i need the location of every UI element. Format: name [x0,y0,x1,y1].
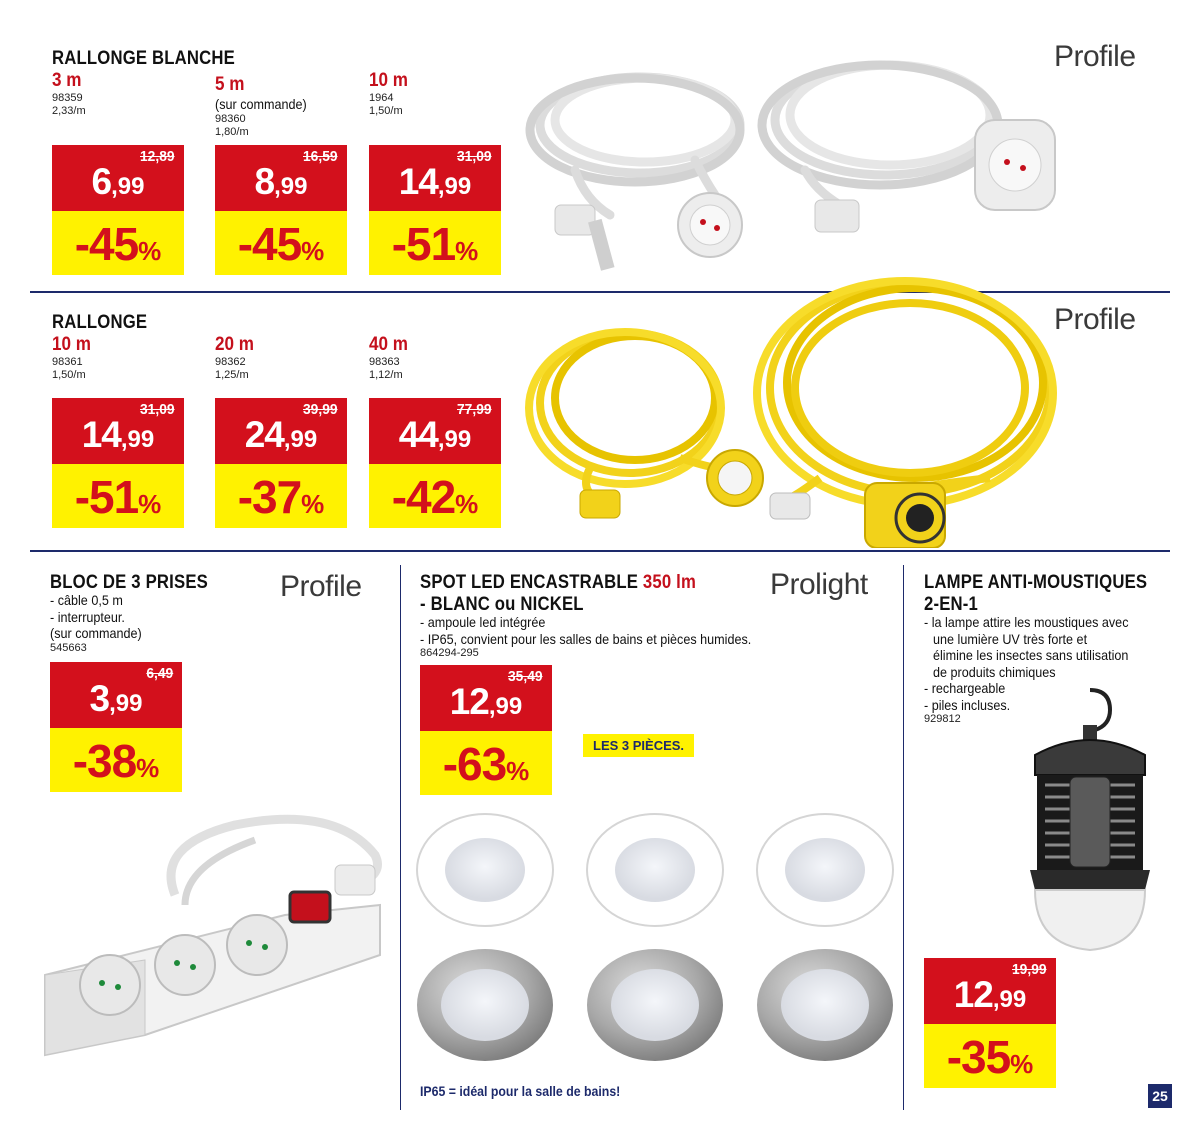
variant-20m [215,334,258,382]
variant-length: 10 m [369,70,408,91]
brand-logo: Profile [1054,303,1136,336]
product-ref: 929812 [924,713,961,725]
variant-length: 40 m [369,334,408,355]
discount: -37 [237,471,302,523]
spot-lights-image [410,810,900,1080]
percent-sign: % [138,489,162,519]
price-integer: 24 [244,414,284,455]
price-decimal: ,99 [120,426,155,453]
variant-unit-price: 1,12/m [369,369,403,381]
variant-length: 5 m [215,74,245,95]
price-decimal: ,99 [992,986,1027,1013]
variant-length: 20 m [215,334,254,355]
price-integer: 8 [254,161,275,202]
price-box [215,398,347,528]
variant-10m [369,70,412,118]
old-price: 19,99 [1012,961,1047,978]
price-integer: 14 [398,161,438,202]
desc-line: de produits chimiques [933,663,1056,680]
section5-title: LAMPE ANTI-MOUSTIQUES [924,572,1148,593]
discount: -38 [72,735,137,787]
variant-5m [215,74,317,139]
section4-title [420,572,696,594]
desc-line: - IP65, convient pour les salles de bains et pièces humides. [420,630,752,647]
variant-length: 3 m [52,70,82,91]
product-ref: 864294-295 [420,647,479,659]
discount: -35 [946,1031,1011,1083]
price-decimal: ,99 [283,426,318,453]
variant-ref: 1964 [369,92,394,104]
discount: -42 [391,471,456,523]
old-price: 31,09 [457,148,492,165]
section4-description [420,614,788,660]
section-divider [30,550,1170,552]
price-box [52,145,184,275]
column-divider [400,565,401,1110]
brand-logo: Profile [280,570,362,603]
price-integer: 12 [953,974,993,1015]
variant-unit-price: 1,25/m [215,369,249,381]
variant-ref: 98362 [215,356,246,368]
variant-unit-price: 1,50/m [52,369,86,381]
section1-title: RALLONGE BLANCHE [52,48,236,69]
variant-3m [52,70,86,118]
old-price: 16,59 [303,148,338,165]
price-box [924,958,1056,1088]
old-price: 35,49 [508,668,543,685]
price-integer: 3 [89,678,110,719]
price-decimal: ,99 [274,173,308,200]
old-price: 39,99 [303,401,338,418]
variant-ref: 98359 [52,92,83,104]
desc-line: - interrupteur. [50,608,125,625]
price-box [420,665,552,795]
variant-length: 10 m [52,334,91,355]
price-decimal: ,99 [437,426,472,453]
price-integer: 14 [81,414,121,455]
desc-line: - câble 0,5 m [50,592,123,608]
old-price: 31,09 [140,401,175,418]
section4-title-line2: - BLANC ou NICKEL [420,594,584,615]
percent-sign: % [1010,1049,1034,1079]
desc-line: - la lampe attire les moustiques avec [924,614,1129,630]
desc-line: élimine les insectes sans utilisation [933,647,1129,663]
variant-40m [369,334,412,382]
discount: -45 [237,218,302,270]
desc-line: - piles incluses. [924,696,1011,713]
desc-line: - ampoule led intégrée [420,614,546,630]
quantity-badge: LES 3 PIÈCES. [583,734,694,757]
price-box [369,398,501,528]
percent-sign: % [301,489,325,519]
desc-line: (sur commande) [50,625,142,641]
desc-line: une lumière UV très forte et [933,630,1088,647]
section5-title-line2: 2-EN-1 [924,594,979,615]
section3-description [50,592,152,655]
variant-ref: 98361 [52,356,83,368]
price-box [369,145,501,275]
price-box [52,398,184,528]
brand-logo: Profile [1054,40,1136,73]
price-integer: 44 [398,414,438,455]
discount: -45 [74,218,139,270]
percent-sign: % [455,236,479,266]
variant-unit-price: 2,33/m [52,105,86,117]
power-strip-image [35,805,390,1085]
price-integer: 12 [449,681,489,722]
percent-sign: % [506,756,530,786]
footnote: IP65 = idéal pour la salle de bains! [420,1083,621,1099]
variant-10m [52,334,95,382]
price-integer: 6 [91,161,112,202]
percent-sign: % [136,753,160,783]
white-extension-cord-image [515,40,1095,280]
variant-unit-price: 1,50/m [369,105,403,117]
percent-sign: % [455,489,479,519]
price-decimal: ,99 [109,690,143,717]
old-price: 12,89 [140,148,175,165]
page-number: 25 [1148,1084,1172,1108]
yellow-extension-cord-image [520,268,1060,548]
brand-logo: Prolight [770,568,868,601]
desc-line: - rechargeable [924,680,1006,696]
price-decimal: ,99 [111,173,145,200]
product-ref: 545663 [50,641,87,654]
variant-ref: 98363 [369,356,400,368]
column-divider [903,565,904,1110]
discount: -63 [442,738,507,790]
variant-note: (sur commande) [215,96,307,112]
variant-unit-price: 1,80/m [215,125,249,138]
old-price: 6,49 [146,665,173,682]
old-price: 77,99 [457,401,492,418]
price-decimal: ,99 [437,173,472,200]
percent-sign: % [138,236,162,266]
discount: -51 [391,218,456,270]
title-lumen: 350 lm [642,572,697,593]
title-text: SPOT LED ENCASTRABLE [420,572,643,593]
percent-sign: % [301,236,325,266]
price-box [50,662,182,792]
section3-title: BLOC DE 3 PRISES [50,572,208,593]
section2-title: RALLONGE [52,312,148,333]
price-box [215,145,347,275]
discount: -51 [74,471,139,523]
price-decimal: ,99 [488,693,523,720]
mosquito-lamp-image [1015,685,1165,955]
variant-ref: 98360 [215,112,246,125]
